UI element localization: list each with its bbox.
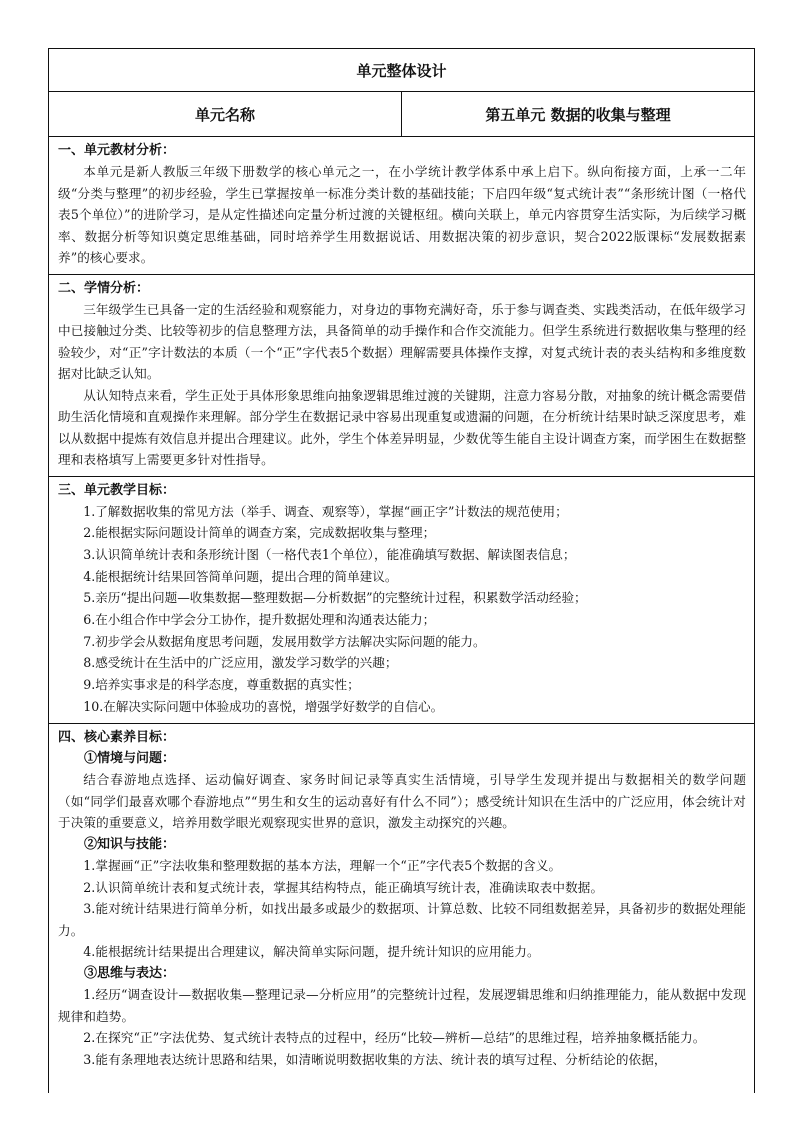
list-item: 1.掌握画“正”字法收集和整理数据的基本方法，理解一个“正”字代表5个数据的含义。	[83, 858, 562, 874]
list-item: 10.在解决实际问题中体验成功的喜悦，增强学好数学的自信心。	[83, 698, 444, 714]
paragraph: 结合春游地点选择、运动偏好调查、家务时间记录等真实生活情境，引导学生发现并提出与数据相关的数学问题（如“同学们最喜欢哪个春游地点”“男生和女生的运动喜好有什么不同”）；感受统计知识在生活中的广泛应用，体会统计对于决策的重要意义，培养用数学眼光观察现实世界的意识，激发主动探究的兴趣。	[58, 772, 747, 831]
list-item: 5.亲历“提出问题—收集数据—整理数据—分析数据”的完整统计过程，积累数学活动经验；	[83, 590, 587, 606]
list-item: 3.能有条理地表达统计思路和结果，如清晰说明数据收集的方法、统计表的填写过程、分析结论的依据，	[83, 1051, 667, 1067]
literacy-content	[58, 728, 746, 1088]
section-students	[49, 274, 755, 476]
list-item: 2.认识简单统计表和复式统计表，掌握其结构特点，能正确填写统计表，准确读取表中数据。	[83, 879, 604, 895]
list-item: 3.能对统计结果进行简单分析，如找出最多或最少的数据项、计算总数、比较不同组数据差异，具备初步的数据处理能力。	[58, 901, 747, 938]
table-title: 单元整体设计	[49, 49, 755, 92]
unit-name-value: 第五单元 数据的收集与整理	[402, 92, 755, 137]
list-item: 1.了解数据收集的常见方法（举手、调查、观察等），掌握“画正字”计数法的规范使用；	[83, 503, 568, 519]
list-item: 4.能根据统计结果提出合理建议，解决简单实际问题，提升统计知识的应用能力。	[83, 944, 540, 960]
paragraph: 本单元是新人教版三年级下册数学的核心单元之一，在小学统计教学体系中承上启下。纵向衔接方面，上承一二年级“分类与整理”的初步经验，学生已掌握按单一标准分类计数的基础技能；下启四年级“复式统计表”“条形统计图（一格代表5个单位）”的进阶学习，是从定性描述向定量分析过渡的关键枢纽。横向关联上，单元内容贯穿生活实际，为后续学习概率、数据分析等知识奠定思维基础，同时培养学生用数据说话、用数据决策的初步意识，契合2022版课标“发展数据素养”的核心要求。	[58, 164, 747, 265]
paragraph: 从认知特点来看，学生正处于具体形象思维向抽象逻辑思维过渡的关键期，注意力容易分散，对抽象的统计概念需要借助生活化情境和直观操作来理解。部分学生在数据记录中容易出现重复或遗漏的问题，在分析统计结果时缺乏深度思考，难以从数据中提炼有效信息并提出合理建议。此外，学生个体差异明显，少数优等生能自主设计调查方案，而学困生在数据整理和表格填写上需要更多针对性指导。	[58, 387, 747, 467]
section-title: 二、学情分析：	[58, 280, 150, 296]
subsection-title: ①情境与问题：	[84, 750, 176, 766]
subsection-title: ③思维与表达：	[84, 965, 176, 981]
section-literacy	[49, 723, 755, 1093]
list-item: 4.能根据统计结果回答简单问题，提出合理的简单建议。	[83, 568, 398, 584]
list-item: 6.在小组合作中学会分工协作，提升数据处理和沟通表达能力；	[83, 612, 436, 628]
list-item: 9.培养实事求是的科学态度，尊重数据的真实性；	[83, 677, 360, 693]
subsection-title: ②知识与技能：	[84, 836, 176, 852]
list-item: 2.在探究“正”字法优势、复式统计表特点的过程中，经历“比较—辨析—总结”的思维过程，培养抽象概括能力。	[83, 1030, 706, 1046]
list-item: 2.能根据实际问题设计简单的调查方案，完成数据收集与整理；	[83, 525, 436, 541]
list-item: 7.初步学会从数据角度思考问题，发展用数学方法解决实际问题的能力。	[83, 633, 486, 649]
unit-design-table	[48, 48, 755, 1093]
section-title: 三、单元教学目标：	[58, 482, 176, 498]
list-item: 3.认识简单统计表和条形统计图（一格代表1个单位），能准确填写数据、解读图表信息；	[83, 546, 576, 562]
section-title: 四、核心素养目标：	[58, 729, 176, 745]
section-title: 一、单元教材分析：	[58, 143, 176, 158]
unit-name-label: 单元名称	[49, 92, 402, 137]
section-goals	[49, 476, 755, 723]
section-materials	[49, 137, 755, 275]
paragraph: 三年级学生已具备一定的生活经验和观察能力，对身边的事物充满好奇，乐于参与调查类、实践类活动，在低年级学习中已接触过分类、比较等初步的信息整理方法，具备简单的动手操作和合作交流能力。但学生系统进行数据收集与整理的经验较少，对“正”字计数法的本质（一个“正”字代表5个数据）理解需要具体操作支撑，对复式统计表的表头结构和多维度数据对比缺乏认知。	[58, 301, 747, 381]
list-item: 1.经历“调查设计—数据收集—整理记录—分析应用”的完整统计过程，发展逻辑思维和归纳推理能力，能从数据中发现规律和趋势。	[58, 987, 747, 1024]
list-item: 8.感受统计在生活中的广泛应用，激发学习数学的兴趣；	[83, 655, 398, 671]
